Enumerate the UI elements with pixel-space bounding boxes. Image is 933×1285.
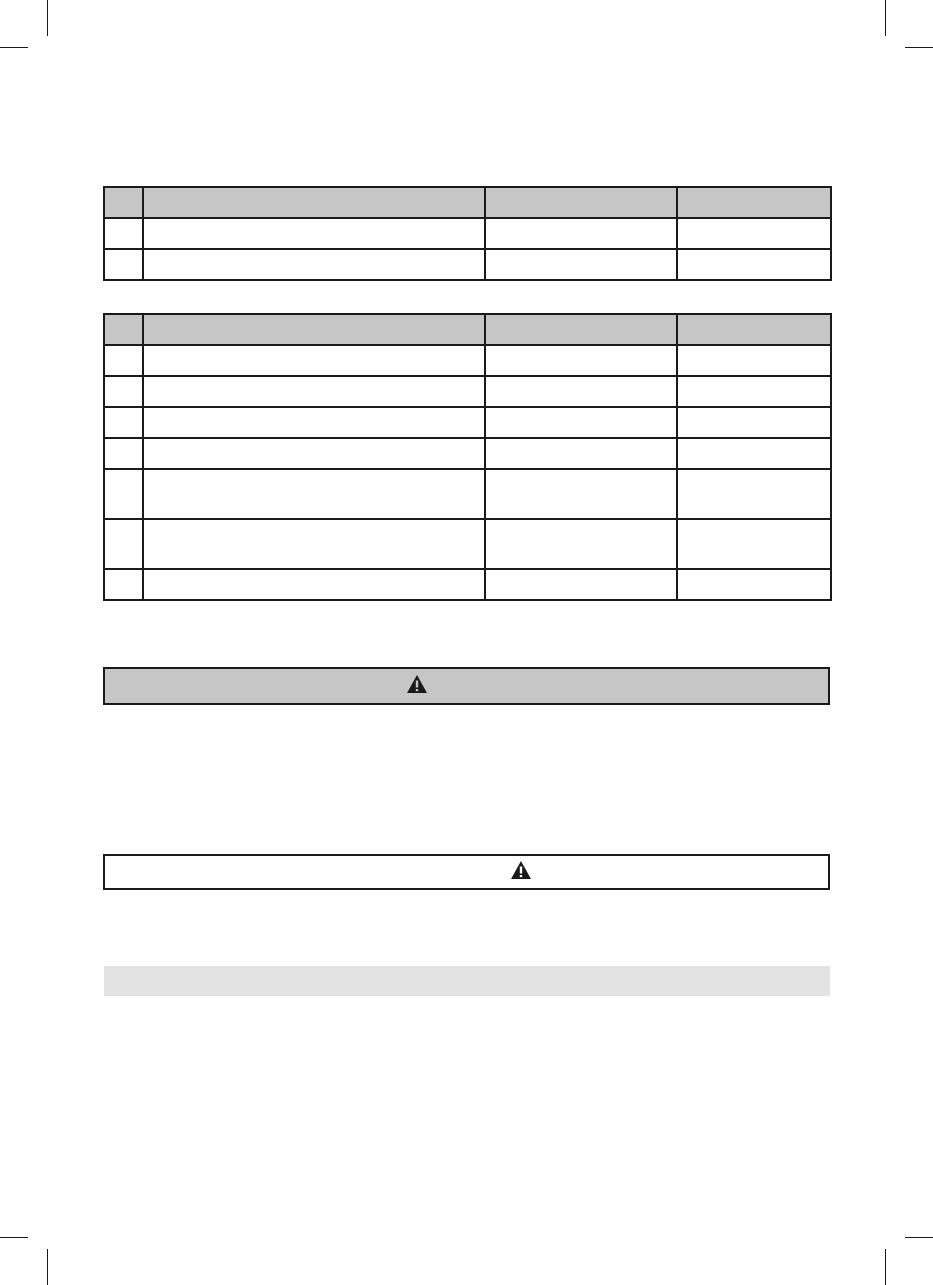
table-cell [677,469,831,519]
table-cell [677,376,831,407]
table-cell [104,407,143,438]
header-cell [677,314,831,345]
crop-mark-top-right-vertical [885,0,886,36]
table-row [104,469,831,519]
table-row [104,407,831,438]
parts-table-2 [103,313,832,601]
table-cell [485,218,677,249]
parts-table-1 [103,186,832,281]
table-cell [143,218,485,249]
table-cell [485,569,677,600]
table-cell [677,519,831,569]
table-cell [104,218,143,249]
crop-mark-bottom-left-horizontal [0,1237,28,1238]
table-cell [677,345,831,376]
table-cell [677,407,831,438]
table-cell [104,438,143,469]
section-heading-bar [104,966,830,996]
table-cell [143,249,485,280]
table-row [104,569,831,600]
table-cell [104,345,143,376]
table-row [104,345,831,376]
table-cell [143,438,485,469]
table-row [104,376,831,407]
table-cell [104,376,143,407]
table-cell [485,438,677,469]
table-cell [143,569,485,600]
table-cell [143,345,485,376]
table-cell [143,376,485,407]
table-cell [485,345,677,376]
warning-triangle-icon [510,860,532,885]
header-cell [485,314,677,345]
table-cell [677,438,831,469]
crop-mark-bottom-right-horizontal [905,1237,933,1238]
header-cell [485,187,677,218]
table-cell [677,569,831,600]
crop-mark-bottom-left-vertical [47,1249,48,1285]
table-cell [104,519,143,569]
crop-mark-top-left-horizontal [0,47,28,48]
table-cell [485,249,677,280]
header-cell [677,187,831,218]
warning-triangle-icon [406,674,428,699]
table-cell [485,519,677,569]
table-row [104,519,831,569]
table-cell [104,469,143,519]
header-cell [104,187,143,218]
header-cell [143,187,485,218]
header-cell [104,314,143,345]
table-row [104,438,831,469]
table-cell [143,407,485,438]
table-cell [143,469,485,519]
table-row [104,218,831,249]
table-header-row [104,314,831,345]
crop-mark-top-left-vertical [47,0,48,36]
warning-banner [103,667,830,705]
table-cell [677,218,831,249]
header-cell [143,314,485,345]
table-cell [143,519,485,569]
table-cell [104,249,143,280]
table-row [104,249,831,280]
caution-banner [103,854,830,890]
crop-mark-top-right-horizontal [905,47,933,48]
table-cell [485,469,677,519]
table-cell [485,376,677,407]
table-cell [104,569,143,600]
crop-mark-bottom-right-vertical [885,1249,886,1285]
table-cell [485,407,677,438]
table-cell [677,249,831,280]
table-header-row [104,187,831,218]
